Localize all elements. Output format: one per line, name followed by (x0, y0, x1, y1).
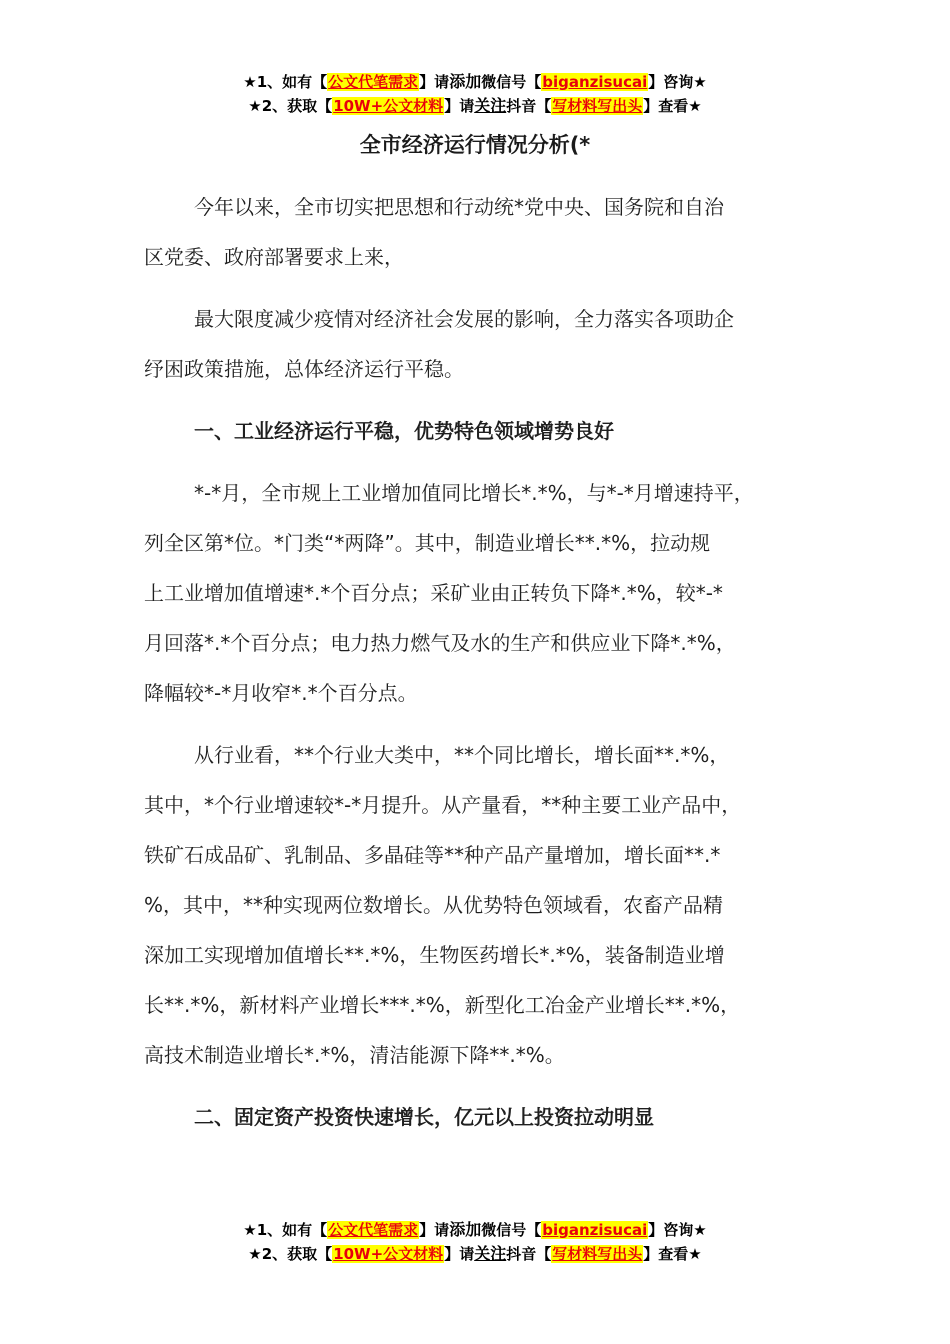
text-line: %，其中，**种实现两位数增长。从优势特色领域看，农畜产品精 (144, 893, 724, 917)
banner-text: 】请 (419, 73, 450, 91)
banner-emphasis: 添加 (449, 1220, 482, 1239)
banner-text: 抖音【 (506, 1245, 552, 1263)
document-body (144, 182, 824, 1154)
highlight-douyin-id[interactable]: 写材料写出头 (552, 1245, 643, 1263)
text-line: 二、固定资产投资快速增长，亿元以上投资拉动明显 (194, 1105, 654, 1129)
text-line: 铁矿石成品矿、乳制品、多晶硅等**种产品产量增加，增长面**.* (144, 843, 721, 867)
text-line: 长**.*%，新材料产业增长***.*%，新型化工冶金产业增长**.*%， (144, 993, 741, 1017)
highlight-materials-link[interactable]: 10W+公文材料 (333, 97, 444, 115)
banner-line-1 (0, 1218, 950, 1242)
banner-text: 】请 (444, 97, 475, 115)
text-line: 上工业增加值增速*.*个百分点；采矿业由正转负下降*.*%，较*-* (144, 581, 723, 605)
banner-line-2 (0, 94, 950, 118)
text-line: 一、工业经济运行平稳，优势特色领域增势良好 (194, 419, 614, 443)
text-line: 其中，*个行业增速较*-*月提升。从产量看，**种主要工业产品中， (144, 793, 742, 817)
banner-text: 】请 (419, 1221, 450, 1239)
highlight-service-link[interactable]: 公文代笔需求 (328, 1221, 419, 1239)
highlight-service-link[interactable]: 公文代笔需求 (328, 73, 419, 91)
banner-emphasis: 关注 (474, 96, 507, 115)
banner-text: ★2、获取【 (248, 97, 333, 115)
body-paragraph (144, 730, 824, 1080)
highlight-douyin-id[interactable]: 写材料写出头 (552, 97, 643, 115)
banner-text: 】查看★ (643, 97, 702, 115)
text-line: 高技术制造业增长*.*%，清洁能源下降**.*%。 (144, 1043, 565, 1067)
text-line: 纾困政策措施，总体经济运行平稳。 (144, 357, 464, 381)
banner-line-2 (0, 1242, 950, 1266)
text-line: *-*月，全市规上工业增加值同比增长*.*%，与*-*月增速持平， (194, 481, 754, 505)
banner-text: 】查看★ (643, 1245, 702, 1263)
banner-text: ★1、如有【 (243, 1221, 328, 1239)
banner-emphasis: 添加 (449, 72, 482, 91)
banner-text: 】咨询★ (648, 1221, 707, 1239)
highlight-wechat-id[interactable]: biganzisucai (542, 73, 648, 91)
footer-banner (0, 1218, 950, 1266)
banner-text: ★1、如有【 (243, 73, 328, 91)
text-line: 今年以来，全市切实把思想和行动统*党中央、国务院和自治 (194, 195, 724, 219)
banner-text: 抖音【 (506, 97, 552, 115)
banner-text: 微信号【 (481, 1221, 542, 1239)
banner-text: 】咨询★ (648, 73, 707, 91)
text-line: 最大限度减少疫情对经济社会发展的影响，全力落实各项助企 (194, 307, 734, 331)
text-line: 降幅较*-*月收窄*.*个百分点。 (144, 681, 418, 705)
section-heading (144, 1092, 824, 1142)
banner-text: ★2、获取【 (248, 1245, 333, 1263)
document-title: 全市经济运行情况分析(* (359, 133, 591, 157)
header-banner (0, 70, 950, 118)
banner-text: 】请 (444, 1245, 475, 1263)
banner-emphasis: 关注 (474, 1244, 507, 1263)
text-line: 月回落*.*个百分点；电力热力燃气及水的生产和供应业下降*.*%， (144, 631, 736, 655)
highlight-wechat-id[interactable]: biganzisucai (542, 1221, 648, 1239)
highlight-materials-link[interactable]: 10W+公文材料 (333, 1245, 444, 1263)
text-line: 深加工实现增加值增长**.*%，生物医药增长*.*%，装备制造业增 (144, 943, 725, 967)
banner-line-1 (0, 70, 950, 94)
text-line: 区党委、政府部署要求上来， (144, 245, 404, 269)
text-line: 列全区第*位。*门类“*两降”。其中，制造业增长**.*%，拉动规 (144, 531, 711, 555)
body-paragraph (144, 468, 824, 718)
section-heading (144, 406, 824, 456)
banner-text: 微信号【 (481, 73, 542, 91)
text-line: 从行业看，**个行业大类中，**个同比增长，增长面**.*%， (194, 743, 730, 767)
body-paragraph (144, 294, 824, 394)
body-paragraph (144, 182, 824, 282)
